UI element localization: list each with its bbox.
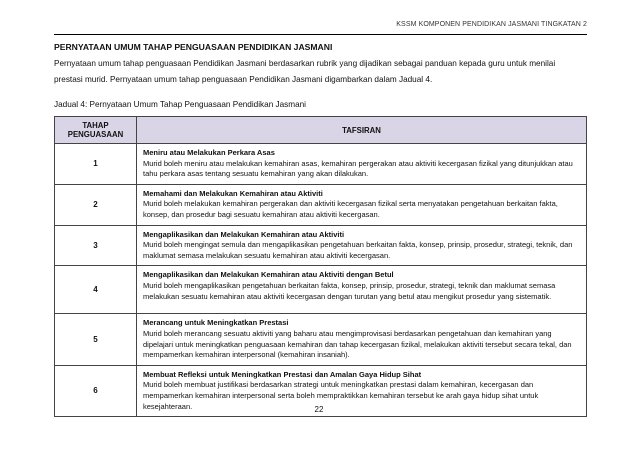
level-title: Merancang untuk Meningkatkan Prestasi <box>143 318 289 328</box>
header-interpretation: TAFSIRAN <box>137 117 587 144</box>
level-description <box>137 184 587 225</box>
level-number: 4 <box>55 266 137 314</box>
level-body: Murid boleh mengaplikasikan pengetahuan berkaitan fakta, konsep, prinsip, prosedur, strategi, teknik dan maklumat semasa melakukan sesuatu kemahiran atau aktiviti kecergasan dengan turutan yang betul atau mengikut prosedur yang sistematik. <box>143 280 556 301</box>
header-level-line-1: TAHAP <box>82 121 109 130</box>
level-number: 3 <box>55 225 137 266</box>
level-description <box>137 266 587 314</box>
level-number: 1 <box>55 144 137 185</box>
level-title: Mengaplikasikan dan Melakukan Kemahiran atau Aktiviti dengan Betul <box>143 270 394 280</box>
table-caption: Jadual 4: Pernyataan Umum Tahap Penguasaan Pendidikan Jasmani <box>54 100 307 109</box>
level-number: 2 <box>55 184 137 225</box>
intro-paragraph <box>54 56 594 88</box>
running-header-text: KSSM KOMPONEN PENDIDIKAN JASMANI TINGKATAN 2 <box>396 21 587 28</box>
level-description <box>137 144 587 185</box>
section-title: PERNYATAAN UMUM TAHAP PENGUASAAN PENDIDIKAN JASMANI <box>54 42 333 52</box>
running-header <box>54 20 587 35</box>
level-number: 5 <box>55 314 137 365</box>
intro-line-1: Pernyataan umum tahap penguasaan Pendidikan Jasmani berdasarkan rubrik yang dijadikan sebagai panduan kepada guru untuk menilai <box>54 59 556 68</box>
level-title: Meniru atau Melakukan Perkara Asas <box>143 148 275 157</box>
level-title: Mengaplikasikan dan Melakukan Kemahiran atau Aktiviti <box>143 229 345 239</box>
level-description <box>137 314 587 365</box>
table-row <box>55 314 587 365</box>
intro-line-2: prestasi murid. Pernyataan umum tahap penguasaan Pendidikan Jasmani digambarkan dalam Jadual 4. <box>54 75 433 84</box>
level-body: Murid boleh membuat justifikasi berdasarkan strategi untuk meningkatkan prestasi dalam kemahiran, kecergasan dan mempamerkan kemahiran interpersonal serta boleh mempraktikkan kemahiran tersebut ke arah gaya hidup sihat untuk kesejahteraan. <box>143 380 539 411</box>
level-title: Memahami dan Melakukan Kemahiran atau Aktiviti <box>143 188 323 198</box>
mastery-level-table <box>54 116 587 417</box>
level-body: Murid boleh mengingat semula dan mengaplikasikan pengetahuan berkaitan fakta, konsep, prinsip, prosedur, strategi, teknik, dan maklumat semasa melakukan sesuatu kemahiran atau aktiviti kecergasan. <box>143 240 573 260</box>
level-description <box>137 225 587 266</box>
table-row <box>55 144 587 185</box>
level-title: Membuat Refleksi untuk Meningkatkan Prestasi dan Amalan Gaya Hidup Sihat <box>143 369 422 379</box>
table-row <box>55 184 587 225</box>
page-number: 22 <box>314 405 324 414</box>
header-level-line-2: PENGUASAAN <box>67 130 124 139</box>
level-body: Murid boleh melakukan kemahiran pergerakan dan aktiviti kecergasan fizikal serta menyatakan pengetahuan berkaitan fakta, konsep, dan prosedur bagi sesuatu kemahiran atau aktiviti kecergasan. <box>143 199 558 219</box>
table-row <box>55 266 587 314</box>
table-header-row <box>55 117 587 144</box>
level-body: Murid boleh meniru atau melakukan kemahiran asas, kemahiran pergerakan atau aktiviti kecergasan fizikal yang ditunjukkan atau tahu perkara asas tentang sesuatu kemahiran yang akan dilakukan. <box>143 158 573 179</box>
header-level <box>55 117 137 144</box>
table-row <box>55 225 587 266</box>
level-number: 6 <box>55 365 137 416</box>
level-body: Murid boleh merancang sesuatu aktiviti yang baharu atau mengimprovisasi berdasarkan pengetahuan dan kemahiran yang dipelajari untuk meningkatkan penguasaan kemahiran dan tahap kecergasan fizikal, melakukan aktiviti tersebut secara tekal, dan mempamerkan kemahiran interpersonal (kemahiran insaniah). <box>143 328 572 360</box>
